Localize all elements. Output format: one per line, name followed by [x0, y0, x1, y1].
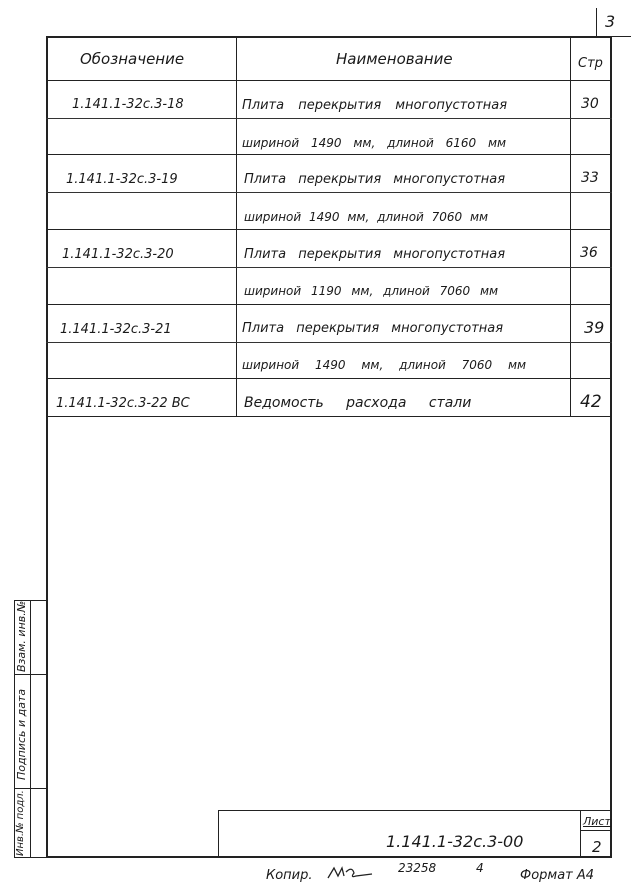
- row-page: 36: [580, 245, 598, 261]
- col-divider-2: [570, 36, 571, 416]
- row-line: [46, 118, 612, 119]
- side-stamp-line: [14, 788, 46, 789]
- title-block-sheet-number: 2: [592, 838, 602, 856]
- footer-number: 23258: [398, 861, 437, 875]
- row-name-line2: шириной 1490 мм, длиной 7060 мм: [244, 210, 489, 224]
- footer-copy-label: Копир.: [266, 868, 313, 883]
- title-block-divider: [580, 810, 581, 858]
- row-line: [46, 229, 612, 230]
- footer-digit: 4: [476, 861, 484, 875]
- row-name-line1: Ведомость расхода стали: [244, 395, 472, 411]
- table-bottom-line: [46, 416, 612, 417]
- row-page: 42: [580, 392, 602, 412]
- title-block-sheet-line: [580, 830, 612, 831]
- row-designation: 1.141.1-32с.3-22 ВС: [56, 396, 190, 411]
- header-page: Стр: [578, 56, 603, 71]
- row-name-line2: шириной 1490 мм, длиной 6160 мм: [242, 136, 507, 150]
- row-line: [46, 154, 612, 155]
- side-stamp-replaced-inv: Взам. инв.№: [15, 600, 28, 672]
- header-bottom-line: [46, 80, 612, 81]
- row-page: 33: [581, 170, 599, 186]
- row-line: [46, 267, 612, 268]
- row-line: [46, 304, 612, 305]
- row-name-line1: Плита перекрытия многопустотная: [242, 98, 508, 113]
- row-designation: 1.141.1-32с.3-19: [66, 172, 178, 187]
- corner-sheet-number: 3: [605, 12, 616, 31]
- row-name-line1: Плита перекрытия многопустотная: [244, 172, 506, 187]
- side-stamp-inv-original: Инв.№ подл.: [15, 790, 26, 856]
- header-name: Наименование: [336, 50, 453, 68]
- title-block-sheet-label: Лист: [583, 815, 611, 828]
- side-stamp-divider: [30, 600, 31, 858]
- side-stamp-line: [14, 674, 46, 675]
- row-name-line2: шириной 1190 мм, длиной 7060 мм: [244, 284, 499, 298]
- row-name-line2: шириной 1490 мм, длиной 7060 мм: [242, 358, 527, 372]
- row-designation: 1.141.1-32с.3-21: [60, 322, 172, 337]
- row-line: [46, 342, 612, 343]
- side-stamp-signature-date: Подпись и дата: [15, 688, 28, 780]
- title-block-code: 1.141.1-32с.3-00: [386, 832, 524, 851]
- row-name-line1: Плита перекрытия многопустотная: [242, 321, 504, 336]
- header-designation: Обозначение: [80, 50, 185, 68]
- drawing-frame: [46, 36, 612, 858]
- row-page: 39: [584, 318, 605, 337]
- copyist-signature: [326, 864, 376, 882]
- col-divider-1: [236, 36, 237, 416]
- row-line: [46, 192, 612, 193]
- row-line: [46, 378, 612, 379]
- row-designation: 1.141.1-32с.3-20: [62, 247, 174, 262]
- row-name-line1: Плита перекрытия многопустотная: [244, 247, 506, 262]
- row-page: 30: [581, 96, 599, 112]
- footer-format: Формат А4: [520, 868, 595, 883]
- row-designation: 1.141.1-32с.3-18: [72, 97, 184, 112]
